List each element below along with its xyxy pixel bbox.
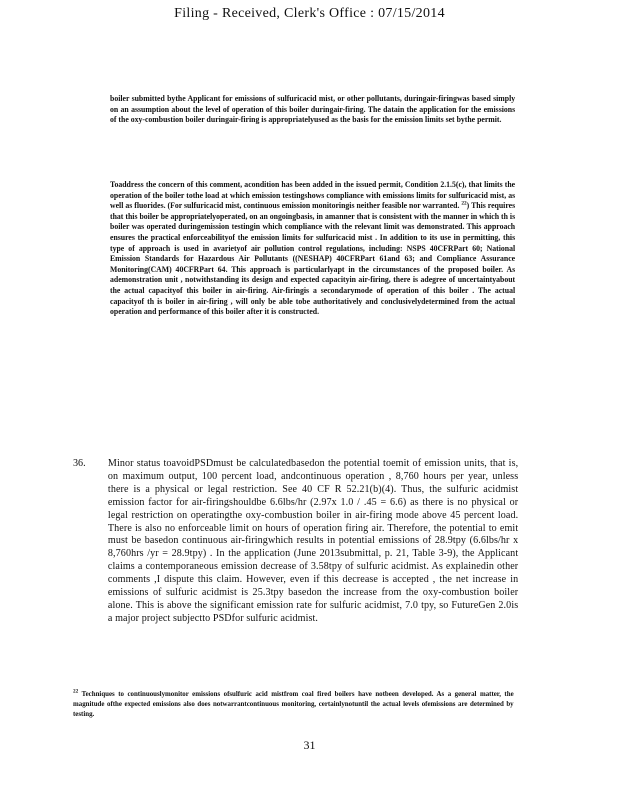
footnote-text: Techniques to continuouslymonitor emissions ofsulfuric acid mistfrom coal fired boilers have notbeen developed. As a general matter, the magnitude ofthe expected emissions also does notwarrantcontinuous monitoring, certainlynotuntil the actual levels ofemissions are determined by testing. xyxy=(73,690,514,718)
paragraph-2-text-start: Toaddress the concern of this comment, acondition has been added in the issued permit, Condition 2.1.5(c), that limits the operation of the boiler tothe load at which emission testingshows compliance with emissions limits for sulfuricacid mist, as well as fluorides. (For sulfuricacid mist, continuous emission monitoringis neither feasible nor warranted. xyxy=(110,180,516,211)
comment-number: 36. xyxy=(73,458,86,469)
body-paragraph-2 xyxy=(110,180,515,318)
comment-36-text: Minor status toavoidPSDmust be calculatedbasedon the potential toemit of emission units, that is, on maximum output, 100 percent load, andcontinuous operation , 8,760 hours per year, unless there is a physical or legal restriction. See 40 CF R 52.21(b)(4). Thus, the sulfuric acidmist emission factor for air-firingshouldbe 6.6lbs/hr (2.97x 1.0 / .45 = 6.6) as there is no physical or legal restriction on operatingthe oxy-combustion boiler in air-firing mode above 45 percent load. There is also no enforceable limit on hours of operation firing air. Therefore, the potential to emit must be basedon continuous air-firingwhich results in potential emissions of 28.9tpy (6.6lbs/hr x 8,760hrs /yr = 28.9tpy) . In the application (June 2013submittal, p. 21, Table 3-9), the Applicant claims a contemporaneous emission decrease of 3.58tpy of sulfuric acidmist. As explainedin other comments ,I dispute this claim. However, even if this decrease is accepted , the net increase in emissions of sulfuric acidmist is 25.3tpy basedon the increase from the oxy-combustion boiler alone. This is above the significant emission rate for sulfuric acidmist, 7.0 tpy, so FutureGen 2.0is a major project subjectto PSDfor sulfuric acidmist. xyxy=(107,458,519,624)
footnote-marker: 22 xyxy=(73,688,79,695)
filing-received-stamp: Filing - Received, Clerk's Office : 07/15/2014 xyxy=(174,6,445,21)
footnote-reference: 22 xyxy=(461,200,467,207)
comment-36-paragraph xyxy=(73,458,518,626)
page-number: 31 xyxy=(303,738,316,752)
body-paragraph-1: boiler submitted bythe Applicant for emissions of sulfuricacid mist, or other pollutants, duringair-firingwas based simply on an assumption about the level of operation of this boiler duringair-firing. The datain the application for the emissions of the oxy-combustion boiler duringair-firing is appropriatelyused as the basis for the emission limits set bythe permit. xyxy=(110,94,516,125)
paragraph-2-text-end: ) This requires that this boiler be appropriatelyoperated, on an ongoingbasis, in amanner that is consistent with the manner in which th is boiler was operated duringemission testingin which compliance with the relevant limit was demonstrated. This approach ensures the practical enforceabilityof the emission limits for sulfuricacid mist . In addition to its use in permitting, this type of approach is used in avarietyof air pollution control regulations, including: NSPS 40CFRPart 60; National Emission Standards for Hazardous Air Pollutants ((NESHAP) 40CFRPart 61and 63; and Compliance Assurance Monitoring(CAM) 40CFRPart 64. This approach is particularlyapt in the circumstances of the proposed boiler. As ademonstration unit , notwithstanding its design and expected capacityin air-firing, there is adegree of uncertaintyabout the actual capacityof this boiler in air-firing. Air-firingis a secondarymode of operation of this boiler . The actual capacityof th is boiler in air-firing , will only be able tobe authoritatively and conclusivelydetermined from the actual operation and performance of this boiler after it is constructed. xyxy=(110,201,516,317)
footnote-22 xyxy=(73,690,514,719)
